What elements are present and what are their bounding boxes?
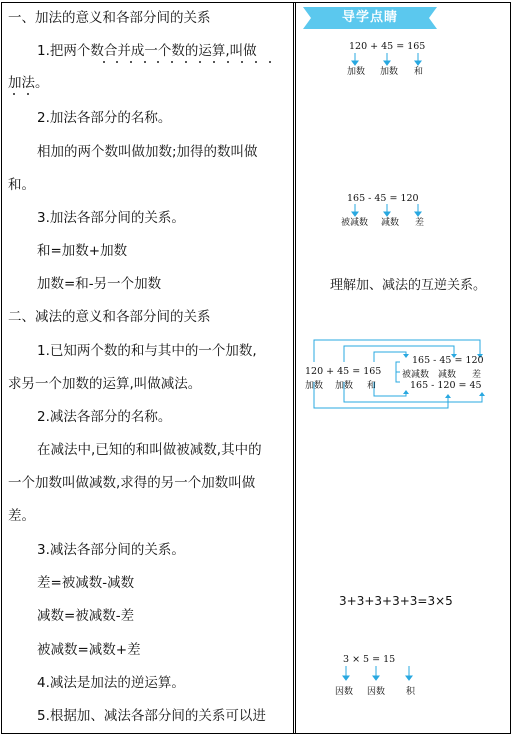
product-label: 积 <box>406 687 416 697</box>
inverse-operation-note: 4.减法是加法的逆运算。 <box>37 675 185 691</box>
formula-difference: 差=被减数-减数 <box>37 575 135 591</box>
subtraction-definition-line2: 求另一个加数的运算,叫做减法。 <box>8 376 202 392</box>
formula-minuend: 被减数=减数+差 <box>37 642 141 658</box>
addition-parts-line1: 相加的两个数叫做加数;加得的数叫做 <box>37 144 258 160</box>
subtraction-parts-line3: 差。 <box>8 508 35 524</box>
relation-usage-note: 5.根据加、减法各部分间的关系可以进 <box>37 708 266 724</box>
addition-parts-line2: 和。 <box>8 177 35 193</box>
sum-label: 和 <box>414 67 424 77</box>
section2-title: 二、减法的意义和各部分间的关系 <box>8 309 211 325</box>
relation-addition-equation: 120 + 45 = 165 <box>305 366 382 377</box>
subtraction-parts-heading: 2.减法各部分的名称。 <box>37 409 172 425</box>
multiplication-arrows <box>335 665 435 681</box>
factor-label-1: 因数 <box>335 687 354 697</box>
addition-definition-line2: 加法。 <box>8 75 49 91</box>
subtraction-relation-heading: 3.减法各部分间的关系。 <box>37 542 185 558</box>
guide-banner <box>303 7 437 29</box>
subtraction-definition-line1: 1.已知两个数的和与其中的一个加数, <box>37 343 257 359</box>
repeated-addition-note: 3+3+3+3+3=3×5 <box>339 594 453 608</box>
formula-subtrahend: 减数=被减数-差 <box>37 608 135 624</box>
subtrahend-label: 减数 <box>381 218 400 228</box>
addition-definition-line1: 1.把两个数合并成一个数的运算,叫做 <box>37 43 257 59</box>
multiplication-equation: 3 × 5 = 15 <box>343 654 396 665</box>
addend-label-2: 加数 <box>380 67 399 77</box>
section1-title: 一、加法的意义和各部分间的关系 <box>8 10 211 26</box>
factor-label-2: 因数 <box>367 687 386 697</box>
relation-difference: 差 <box>472 370 482 380</box>
minuend-label: 被减数 <box>341 218 369 228</box>
inverse-relation-note: 理解加、减法的互逆关系。 <box>330 278 487 293</box>
addition-parts-heading: 2.加法各部分的名称。 <box>37 110 172 126</box>
relation-addend-1: 加数 <box>305 381 324 391</box>
formula-sum: 和=加数+加数 <box>37 243 128 259</box>
relation-subtraction-bottom: 165 - 120 = 45 <box>410 380 482 391</box>
addition-relation-heading: 3.加法各部分间的关系。 <box>37 210 185 226</box>
subtraction-parts-line1: 在减法中,已知的和叫做被减数,其中的 <box>37 442 262 458</box>
difference-label: 差 <box>415 218 425 228</box>
addend-label-1: 加数 <box>347 67 366 77</box>
relation-addend-2: 加数 <box>335 381 354 391</box>
subtraction-parts-line2: 一个加数叫做减数,求得的另一个加数叫做 <box>8 475 256 491</box>
relation-subtrahend: 减数 <box>438 370 457 380</box>
relation-subtraction-top: 165 - 45 = 120 <box>412 355 484 366</box>
formula-addend: 加数=和-另一个加数 <box>37 276 162 292</box>
relation-minuend: 被减数 <box>402 370 430 380</box>
subtraction-equation: 165 - 45 = 120 <box>347 193 419 204</box>
banner-title: 导学点睛 <box>341 10 398 25</box>
relation-sum: 和 <box>367 381 377 391</box>
addition-equation: 120 + 45 = 165 <box>349 41 426 52</box>
